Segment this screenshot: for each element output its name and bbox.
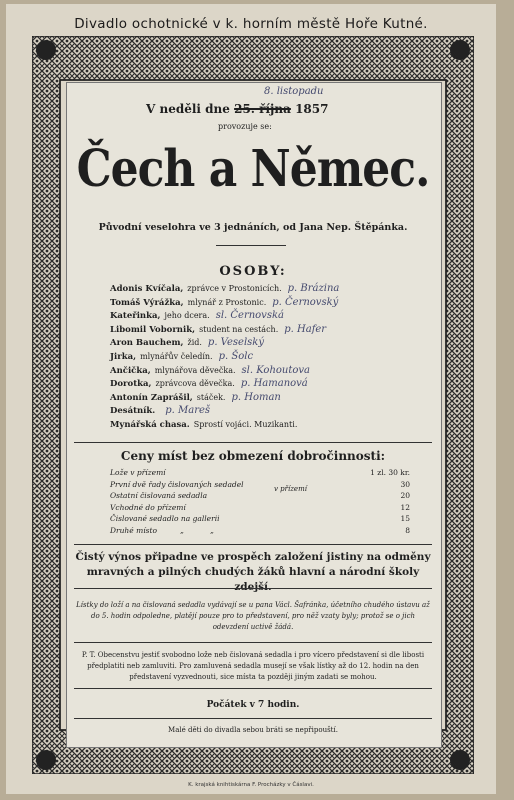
cast-role: zprávcova děvečka. [155,379,235,389]
children-note: Malé děti do divadla sebou bráti se nepřipouští. [168,726,338,734]
cast-role: mlynář z Prostonic. [187,297,267,307]
cast-row [110,283,339,294]
price-row [110,503,410,514]
price-label: Čislované sedadlo na gallerii [110,514,220,523]
cast-role: zprávce v Prostonicích. [187,284,282,293]
printer-line: K. krajská knihtiskárna F. Procházky v Čáslavi. [188,782,314,788]
cast-name: Ančička, [110,365,151,376]
date-prefix: V neděli dne [146,102,230,116]
cast-row [110,392,281,403]
cast-row [110,365,310,376]
cast-row [110,337,264,348]
cast-actor: sl. Černovská [215,310,284,322]
ticket-rule [74,642,432,643]
price-label: Vchodné do přízemí [110,502,186,512]
play-subtitle: Původní veselohra ve 3 jednáních, od Jana Nep. Štěpánka. [98,222,408,233]
price-label: Lože v přízemí [110,468,166,477]
price-brace-note: v přízemí [274,485,307,493]
cast-row [110,419,303,430]
start-rule [74,718,432,719]
cast-actor: p. Hamanová [240,378,308,390]
ditto-mark: „ [210,525,214,535]
cast-actor: p. Homan [231,391,281,403]
cast-name: Dorotka, [110,379,152,390]
cast-actor: p. Hafer [284,323,327,335]
date-crossed: 25. října [234,102,291,116]
price-row [110,468,410,479]
title-rule [216,245,286,246]
cast-role: Sprostí vojáci. Muzikanti. [193,420,298,429]
cast-role: stáček. [196,392,226,402]
price-label: První dvě řady čislovaných sedadel [110,479,244,489]
cast-role: student na cestách. [199,324,279,334]
cast-role: mlynářův čeledín. [140,352,213,361]
cast-name: Kateřinka, [110,311,161,322]
notice-rule [74,688,432,689]
ditto-mark: „ [180,525,184,535]
audience-notice: P. T. Obecenstvu jestiť svobodno lože neb čislovaná sedadla i pro vícero představení si dle libosti předplatiti neb zamluviti. Pro zamluvená sedadla musejí se však lístky až do 12. hodin na den představení vyzvednouti, sice místa ta později jiným zadati se mohou. [81,651,425,681]
cast-name: Desátník. [110,406,156,417]
cast-actor: p. Černovský [272,296,339,308]
performs-line: provozuje se: [218,122,272,131]
price-value: 12 [400,502,410,512]
price-value: 8 [405,525,410,535]
prices-rule [74,544,432,545]
prices-heading: Ceny míst bez obmezení dobročinnosti: [120,449,386,463]
price-row [110,480,410,491]
cast-row [110,297,338,308]
cast-actor: p. Veselský [207,337,264,349]
cast-row [110,405,210,416]
price-label: Druhé místo [110,525,157,535]
cast-role: mlynářova děvečka. [154,365,236,375]
play-title: Čech a Němec. [76,140,430,199]
theatre-header: Divadlo ochotnické v k. horním městě Hoře Kutné. [74,16,428,32]
cast-row [110,324,326,335]
cast-role: žid. [187,338,202,348]
cast-row [110,351,253,362]
cast-row [110,378,308,389]
cast-name: Aron Bauchem, [110,338,184,349]
cast-row [110,310,284,321]
cast-name: Jirka, [110,352,137,362]
cast-role: jeho dcera. [164,311,210,321]
cast-name: Libomil Vobornik, [110,324,196,335]
price-value: 30 [400,479,410,489]
cast-name: Antonín Zaprášil, [110,392,193,403]
date-line [146,102,328,116]
price-value: 15 [400,514,410,523]
date-correction: 8. listopadu [264,86,324,97]
poster-sheet [6,4,496,794]
price-row [110,526,410,537]
cast-actor: sl. Kohoutova [241,364,310,376]
cast-name: Adonis Kvíčala, [110,284,184,294]
start-time: Počátek v 7 hodin. [206,700,300,710]
cast-actor: p. Šolc [218,351,254,362]
cast-rule [74,442,432,443]
proceeds-note: Čistý výnos připadne ve prospěch založení jistiny na odměny mravných a pilných chudých žáků hlavní a národní školy zdejší. [75,551,431,593]
cast-name: Tomáš Výrážka, [110,297,184,308]
ticket-note: Lístky do loží a na čislovaná sedadla vydávají se u pana Václ. Šafránka, účetního chudého ústavu až do 5. hodin odpoledne, platějí pouze pro to představení, pro něž vzaty byly; protož se o jich odevzdení uctivě žádá. [76,601,430,631]
price-value: 20 [400,491,410,500]
cast-actor: p. Brázina [287,283,340,294]
price-row [110,491,410,502]
cast-heading: OSOBY: [219,264,287,279]
cast-actor: p. Mareš [165,405,211,417]
price-value: 1 zl. 30 kr. [370,468,410,477]
price-label: Ostatní čislovaná sedadla [110,491,208,500]
proceeds-rule [74,588,432,589]
cast-name: Mynářská chasa. [110,420,190,430]
price-row [110,514,410,525]
date-year: 1857 [295,102,329,116]
